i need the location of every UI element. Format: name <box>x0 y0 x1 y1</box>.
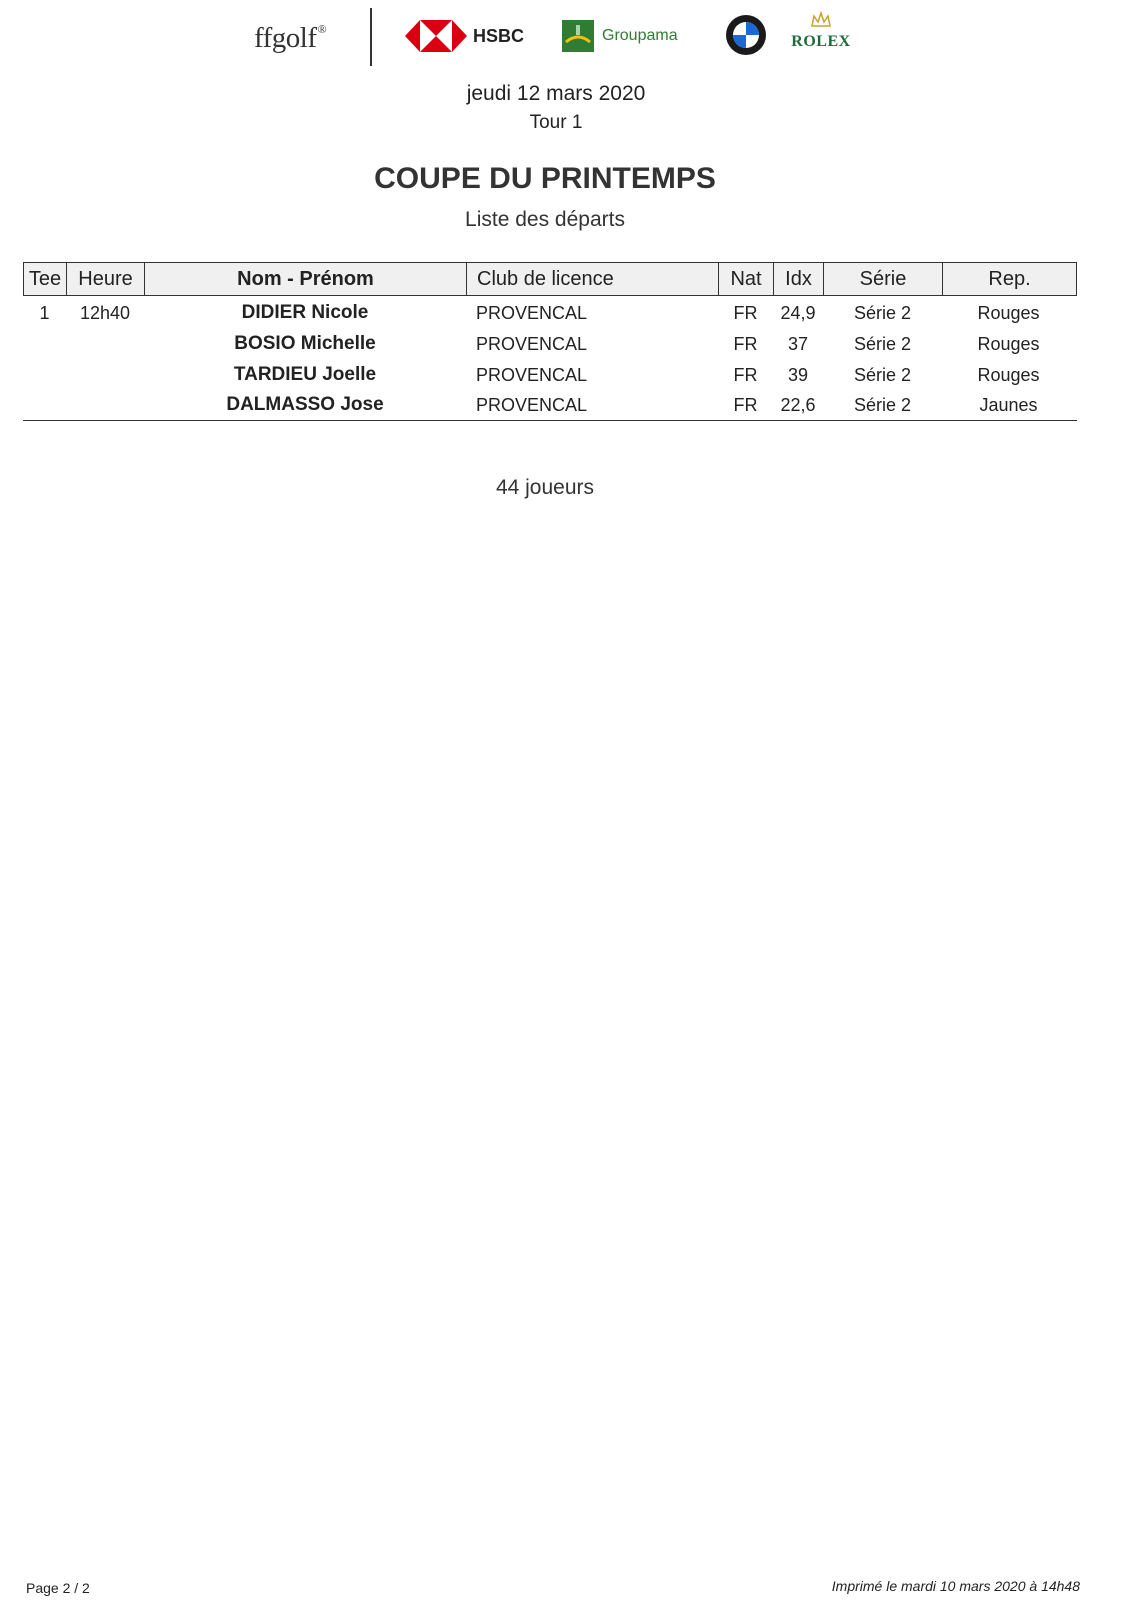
groupama-square-icon <box>562 20 594 52</box>
column-header-nat: Nat <box>719 263 774 295</box>
cell-heure <box>66 390 144 420</box>
cell-serie: Série 2 <box>853 395 912 415</box>
column-header-idx: Idx <box>774 263 824 295</box>
cell-tee: 1 <box>39 303 50 323</box>
rolex-logo <box>786 10 856 51</box>
event-date: jeudi 12 mars 2020 <box>466 82 646 105</box>
cell-rep: Rouges <box>977 365 1040 385</box>
page-number: Page 2 / 2 <box>26 1580 90 1596</box>
cell-rep: Rouges <box>977 334 1040 354</box>
cell-nom: BOSIO Michelle <box>234 333 376 354</box>
sponsor-logos <box>250 8 870 68</box>
cell-heure <box>66 329 144 359</box>
ffgolf-logo: ffgolf® <box>254 22 327 54</box>
event-round: Tour 1 <box>529 112 583 133</box>
cell-club: PROVENCAL <box>476 334 588 354</box>
cell-club: PROVENCAL <box>476 303 588 323</box>
cell-nat: FR <box>733 395 758 415</box>
column-header-nom: Nom - Prénom <box>145 263 467 295</box>
cell-tee <box>23 329 66 359</box>
cell-nom: DIDIER Nicole <box>241 302 369 323</box>
cell-club: PROVENCAL <box>476 395 588 415</box>
cell-idx: 37 <box>787 334 809 354</box>
rolex-name: ROLEX <box>791 33 851 50</box>
page-title: COUPE DU PRINTEMPS <box>374 162 716 195</box>
hsbc-hexagon-icon <box>405 20 467 52</box>
rolex-crown-icon <box>810 10 832 28</box>
cell-heure: 12h40 <box>79 303 131 323</box>
cell-serie: Série 2 <box>853 334 912 354</box>
cell-serie: Série 2 <box>853 365 912 385</box>
player-count: 44 joueurs <box>495 476 595 499</box>
table-row <box>23 298 1077 328</box>
column-header-tee: Tee <box>24 263 67 295</box>
bmw-logo <box>725 14 767 61</box>
groupama-name: Groupama <box>602 27 678 44</box>
table-row <box>23 360 1077 390</box>
cell-serie: Série 2 <box>853 303 912 323</box>
cell-rep: Rouges <box>977 303 1040 323</box>
cell-rep: Jaunes <box>979 395 1038 415</box>
cell-tee <box>23 360 66 390</box>
cell-heure <box>66 360 144 390</box>
column-header-rep: Rep. <box>988 268 1031 290</box>
cell-nat: FR <box>733 365 758 385</box>
table-row <box>23 390 1077 420</box>
hsbc-name: HSBC <box>473 25 525 46</box>
cell-idx: 24,9 <box>780 303 816 323</box>
print-timestamp: Imprimé le mardi 10 mars 2020 à 14h48 <box>831 1578 1080 1594</box>
column-header-serie: Série <box>824 263 943 295</box>
cell-tee <box>23 390 66 420</box>
table-header <box>23 262 1077 296</box>
cell-nom: DALMASSO Jose <box>226 394 384 415</box>
cell-idx: 39 <box>787 365 809 385</box>
cell-nat: FR <box>733 303 758 323</box>
groupama-logo <box>562 20 678 52</box>
cell-club: PROVENCAL <box>476 365 588 385</box>
column-header-club: Club de licence <box>467 263 719 295</box>
column-header-heure: Heure <box>67 263 145 295</box>
cell-nom: TARDIEU Joelle <box>233 364 377 385</box>
table-bottom-rule <box>23 420 1077 421</box>
table-row <box>23 329 1077 359</box>
logo-divider <box>370 8 372 66</box>
cell-nat: FR <box>733 334 758 354</box>
bmw-roundel-icon <box>725 14 767 56</box>
cell-idx: 22,6 <box>780 395 816 415</box>
page-subtitle: Liste des départs <box>465 208 625 231</box>
hsbc-logo <box>405 20 524 52</box>
